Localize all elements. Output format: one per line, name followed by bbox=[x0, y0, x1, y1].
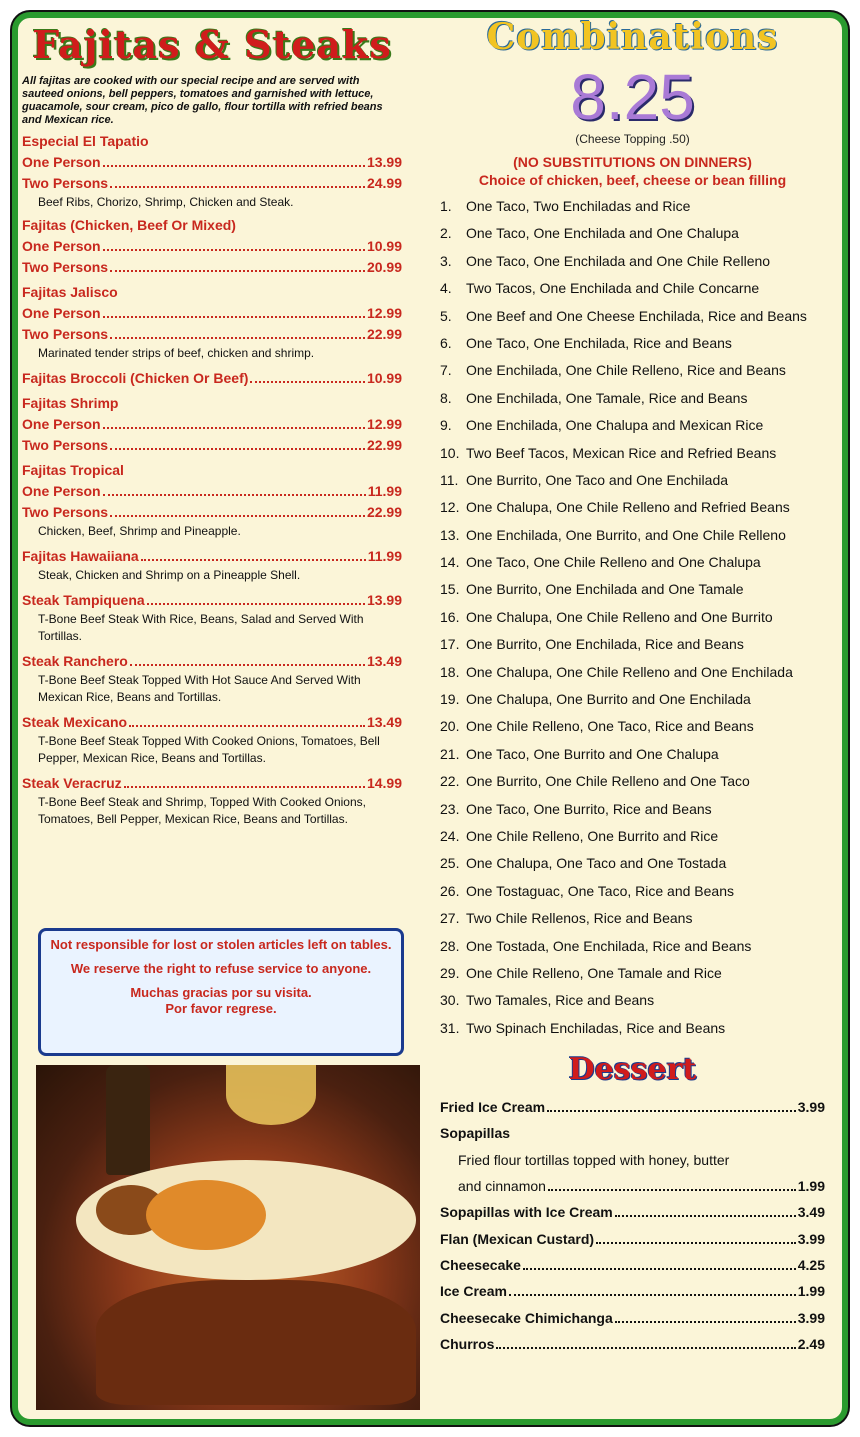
notice-line-4: Por favor regrese. bbox=[165, 1001, 277, 1016]
menu-item-row bbox=[22, 546, 402, 567]
notice-box bbox=[38, 928, 404, 1056]
combination-text: Two Tamales, Rice and Beans bbox=[466, 992, 655, 1009]
menu-item-price: 22.99 bbox=[366, 326, 402, 342]
combination-text: One Taco, One Chile Relleno and One Chalupa bbox=[466, 554, 761, 571]
notice-line-2: We reserve the right to refuse service to anyone. bbox=[70, 961, 372, 976]
combination-text: One Chalupa, One Burrito and One Enchilada bbox=[466, 691, 751, 708]
combination-number: 26. bbox=[440, 882, 460, 899]
margarita-glass-image bbox=[226, 1065, 316, 1125]
menu-item-row bbox=[22, 414, 402, 435]
menu-item-row bbox=[22, 257, 402, 278]
combination-item bbox=[440, 579, 825, 599]
combination-item bbox=[440, 771, 825, 791]
combination-text: One Chile Relleno, One Tamale and Rice bbox=[466, 964, 722, 981]
combinations-title: Combinations bbox=[486, 16, 779, 58]
combination-item bbox=[440, 278, 825, 298]
combination-text: One Enchilada, One Tamale, Rice and Beans bbox=[466, 389, 748, 406]
combination-item bbox=[440, 853, 825, 873]
menu-item-description: Marinated tender strips of beef, chicken and shrimp. bbox=[38, 346, 315, 360]
menu-item-price: 13.99 bbox=[366, 592, 402, 608]
combination-number: 7. bbox=[440, 362, 452, 379]
sopapillas-description-2: and cinnamon 1.99 bbox=[458, 1177, 825, 1194]
dessert-price: 3.99 bbox=[797, 1098, 825, 1115]
combination-number: 24. bbox=[440, 827, 460, 844]
combination-number: 20. bbox=[440, 718, 460, 735]
combination-number: 25. bbox=[440, 855, 460, 872]
combination-text: One Chile Relleno, One Burrito and Rice bbox=[466, 827, 719, 844]
menu-section-heading: Especial El Tapatio bbox=[22, 133, 149, 149]
menu-item-label: One Person bbox=[22, 483, 101, 499]
menu-item-label: Two Persons bbox=[22, 437, 109, 453]
menu-item-row bbox=[22, 236, 402, 257]
menu-section-heading: Fajitas Jalisco bbox=[22, 284, 118, 300]
menu-item-row bbox=[22, 481, 402, 502]
combination-number: 29. bbox=[440, 964, 460, 981]
combination-item bbox=[440, 634, 825, 654]
combination-text: One Tostaguac, One Taco, Rice and Beans bbox=[466, 882, 734, 899]
menu-item-price: 22.99 bbox=[366, 504, 402, 520]
menu-item-price: 13.49 bbox=[366, 653, 402, 669]
combination-number: 8. bbox=[440, 389, 452, 406]
menu-item-description: T-Bone Beef Steak and Shrimp, Topped With Cooked Onions, Tomatoes, Bell Pepper, Mexican Rice, Beans and Tortillas. bbox=[38, 795, 366, 826]
combination-item bbox=[440, 525, 825, 545]
combination-item bbox=[440, 799, 825, 819]
menu-item-row bbox=[22, 651, 402, 672]
menu-item-description: T-Bone Beef Steak With Rice, Beans, Salad and Served With Tortillas. bbox=[38, 612, 364, 643]
combination-item bbox=[440, 223, 825, 243]
menu-item-price: 12.99 bbox=[366, 305, 402, 321]
combination-text: One Taco, One Enchilada, Rice and Beans bbox=[466, 334, 732, 351]
dessert-cheesecake-chimichanga bbox=[440, 1308, 825, 1328]
notice-line-1: Not responsible for lost or stolen articles left on tables. bbox=[50, 937, 392, 952]
menu-item-label: Steak Veracruz bbox=[22, 775, 122, 791]
menu-item-price: 14.99 bbox=[366, 775, 402, 791]
combination-text: Two Spinach Enchiladas, Rice and Beans bbox=[466, 1019, 726, 1036]
combination-item bbox=[440, 333, 825, 353]
dessert-price: 1.99 bbox=[797, 1283, 825, 1300]
combination-text: One Taco, Two Enchiladas and Rice bbox=[466, 198, 691, 214]
menu-item-label: Steak Mexicano bbox=[22, 714, 128, 730]
combination-item bbox=[440, 963, 825, 983]
combination-number: 22. bbox=[440, 773, 460, 790]
dessert-price: 1.99 bbox=[797, 1177, 825, 1194]
combination-item bbox=[440, 662, 825, 682]
dessert-flan bbox=[440, 1229, 825, 1249]
menu-item-price: 12.99 bbox=[366, 416, 402, 432]
menu-item-label: Two Persons bbox=[22, 504, 109, 520]
fajitas-steaks-title: Fajitas & Steaks bbox=[32, 22, 392, 67]
menu-item-label: Two Persons bbox=[22, 326, 109, 342]
dessert-sopapillas bbox=[440, 1123, 825, 1143]
dessert-price: 3.99 bbox=[797, 1309, 825, 1326]
menu-section-heading: Fajitas Shrimp bbox=[22, 395, 119, 411]
combination-number: 19. bbox=[440, 691, 460, 708]
menu-item-label: Steak Tampiquena bbox=[22, 592, 145, 608]
menu-item-label: One Person bbox=[22, 154, 101, 170]
combination-text: Two Tacos, One Enchilada and Chile Concarne bbox=[466, 280, 760, 297]
menu-item-label: Fajitas Hawaiiana bbox=[22, 548, 139, 564]
dessert-label: Cheesecake Chimichanga bbox=[440, 1309, 613, 1326]
combination-number: 13. bbox=[440, 526, 460, 543]
dessert-price: 4.25 bbox=[797, 1257, 825, 1274]
food-photo bbox=[36, 1065, 420, 1410]
combination-item bbox=[440, 497, 825, 517]
combination-item bbox=[440, 744, 825, 764]
combination-text: One Chile Relleno, One Taco, Rice and Beans bbox=[466, 718, 754, 735]
combination-item bbox=[440, 908, 825, 928]
combination-number: 18. bbox=[440, 663, 460, 680]
fajita-skillet-image bbox=[96, 1280, 416, 1405]
menu-item-label: One Person bbox=[22, 238, 101, 254]
dessert-price: 3.99 bbox=[797, 1230, 825, 1247]
menu-item-price: 22.99 bbox=[366, 437, 402, 453]
combination-text: One Burrito, One Enchilada and One Tamale bbox=[466, 581, 744, 598]
combination-text: One Burrito, One Enchilada, Rice and Beans bbox=[466, 636, 744, 653]
menu-item-description: T-Bone Beef Steak Topped With Hot Sauce And Served With Mexican Rice, Beans and Tortillas. bbox=[38, 673, 361, 704]
combination-number: 9. bbox=[440, 417, 452, 434]
combinations-column bbox=[440, 16, 825, 1361]
combination-text: One Enchilada, One Chile Relleno, Rice and Beans bbox=[466, 362, 786, 379]
combination-text: One Enchilada, One Chalupa and Mexican Rice bbox=[466, 417, 764, 434]
dessert-label: Flan (Mexican Custard) bbox=[440, 1230, 595, 1247]
combination-text: One Enchilada, One Burrito, and One Chile Relleno bbox=[466, 526, 786, 543]
fajitas-steaks-column bbox=[22, 22, 402, 828]
dessert-label: Fried Ice Cream bbox=[440, 1098, 546, 1115]
dessert-title: Dessert bbox=[568, 1051, 697, 1087]
combination-number: 4. bbox=[440, 280, 452, 297]
fajitas-intro: All fajitas are cooked with our special recipe and are served with sauteed onions, bell peppers, tomatoes and garnished with lettuce, guacamole, sour cream, pico de gallo, flour tortilla with refried beans and Mexican rice. bbox=[22, 75, 383, 126]
menu-section-heading: Fajitas (Chicken, Beef Or Mixed) bbox=[22, 217, 236, 233]
menu-item-row bbox=[22, 324, 402, 345]
menu-item-description: Chicken, Beef, Shrimp and Pineapple. bbox=[38, 524, 241, 538]
combination-number: 17. bbox=[440, 636, 460, 653]
dessert-label: Sopapillas bbox=[440, 1125, 511, 1142]
combination-number: 14. bbox=[440, 554, 460, 571]
combination-text: One Burrito, One Chile Relleno and One Taco bbox=[466, 773, 750, 790]
menu-item-row bbox=[22, 173, 402, 194]
combination-number: 6. bbox=[440, 334, 452, 351]
combination-text: One Chalupa, One Taco and One Tostada bbox=[466, 855, 727, 872]
dessert-sopapillas-ice-cream bbox=[440, 1202, 825, 1222]
combination-number: 23. bbox=[440, 800, 460, 817]
combination-item bbox=[440, 360, 825, 380]
dessert-label: Churros bbox=[440, 1336, 495, 1353]
fajitas-sections bbox=[22, 131, 402, 828]
menu-item-price: 10.99 bbox=[366, 238, 402, 254]
dessert-label: Ice Cream bbox=[440, 1283, 507, 1300]
combination-number: 11. bbox=[440, 471, 459, 488]
combination-text: One Chalupa, One Chile Relleno and Refried Beans bbox=[466, 499, 790, 516]
dessert-label: Cheesecake bbox=[440, 1257, 521, 1274]
cheese-topping-note: (Cheese Topping .50) bbox=[575, 132, 690, 146]
combination-item bbox=[440, 607, 825, 627]
dessert-price: 2.49 bbox=[797, 1336, 825, 1353]
menu-item-label: Steak Ranchero bbox=[22, 653, 128, 669]
menu-item-row bbox=[22, 712, 402, 733]
menu-item-label: Two Persons bbox=[22, 175, 109, 191]
combination-number: 1. bbox=[440, 198, 452, 214]
dessert-cheesecake bbox=[440, 1255, 825, 1275]
combination-number: 10. bbox=[440, 444, 460, 461]
dessert-fried-ice-cream bbox=[440, 1097, 825, 1117]
menu-item-price: 10.99 bbox=[366, 370, 402, 386]
combination-text: One Beef and One Cheese Enchilada, Rice and Beans bbox=[466, 307, 807, 324]
combination-number: 15. bbox=[440, 581, 460, 598]
combination-item bbox=[440, 990, 825, 1010]
menu-item-row bbox=[22, 152, 402, 173]
combination-number: 28. bbox=[440, 937, 460, 954]
combination-item bbox=[440, 415, 825, 435]
combination-number: 16. bbox=[440, 608, 460, 625]
combination-text: One Chalupa, One Chile Relleno and One Enchilada bbox=[466, 663, 793, 680]
dessert-price: 3.49 bbox=[797, 1204, 825, 1221]
combination-item bbox=[440, 443, 825, 463]
no-substitutions-note: (NO SUBSTITUTIONS ON DINNERS) bbox=[513, 154, 752, 170]
combinations-price: 8.25 bbox=[570, 61, 695, 133]
menu-item-price: 11.99 bbox=[367, 548, 402, 564]
combination-item bbox=[440, 306, 825, 326]
menu-item-label: One Person bbox=[22, 416, 101, 432]
menu-item-row bbox=[22, 502, 402, 523]
menu-item-price: 20.99 bbox=[366, 259, 402, 275]
combination-item bbox=[440, 936, 825, 956]
combination-item bbox=[440, 470, 825, 490]
combination-text: Two Beef Tacos, Mexican Rice and Refried Beans bbox=[466, 444, 777, 461]
menu-item-description: T-Bone Beef Steak Topped With Cooked Onions, Tomatoes, Bell Pepper, Mexican Rice, Beans and Tortillas. bbox=[38, 734, 380, 765]
combination-number: 5. bbox=[440, 307, 452, 324]
menu-item-price: 13.99 bbox=[366, 154, 402, 170]
combination-text: One Tostada, One Enchilada, Rice and Beans bbox=[466, 937, 752, 954]
dessert-churros bbox=[440, 1334, 825, 1354]
filling-choice-note: Choice of chicken, beef, cheese or bean filling bbox=[478, 172, 787, 188]
combination-item bbox=[440, 716, 825, 736]
menu-item-row bbox=[22, 773, 402, 794]
combination-number: 12. bbox=[440, 499, 460, 516]
combination-number: 21. bbox=[440, 745, 460, 762]
combination-text: One Chalupa, One Chile Relleno and One Burrito bbox=[466, 608, 773, 625]
combination-number: 2. bbox=[440, 225, 452, 242]
beer-bottle-image bbox=[106, 1065, 150, 1175]
combination-number: 3. bbox=[440, 252, 452, 269]
combination-number: 31. bbox=[440, 1019, 460, 1036]
combination-number: 27. bbox=[440, 910, 460, 927]
menu-section-heading: Fajitas Tropical bbox=[22, 462, 124, 478]
combination-item bbox=[440, 196, 825, 216]
menu-item-description: Steak, Chicken and Shrimp on a Pineapple Shell. bbox=[38, 568, 301, 582]
dessert-ice-cream bbox=[440, 1281, 825, 1301]
combination-item bbox=[440, 388, 825, 408]
combination-text: One Taco, One Burrito, Rice and Beans bbox=[466, 800, 712, 817]
menu-item-label: Two Persons bbox=[22, 259, 109, 275]
combination-item bbox=[440, 251, 825, 271]
menu-item-price: 24.99 bbox=[366, 175, 402, 191]
menu-item-row bbox=[22, 590, 402, 611]
menu-item-price: 13.49 bbox=[366, 714, 402, 730]
rice-image bbox=[146, 1180, 266, 1250]
combination-text: One Taco, One Enchilada and One Chile Relleno bbox=[466, 252, 771, 269]
combination-number: 30. bbox=[440, 992, 460, 1009]
menu-item-description: Beef Ribs, Chorizo, Shrimp, Chicken and Steak. bbox=[38, 195, 294, 209]
menu-item-price: 11.99 bbox=[367, 483, 402, 499]
combination-text: Two Chile Rellenos, Rice and Beans bbox=[466, 910, 693, 927]
menu-item-label: One Person bbox=[22, 305, 101, 321]
notice-line-3: Muchas gracias por su visita. bbox=[130, 985, 312, 1000]
combination-item bbox=[440, 881, 825, 901]
combination-item bbox=[440, 1018, 825, 1038]
combination-text: One Taco, One Burrito and One Chalupa bbox=[466, 745, 719, 762]
combination-text: One Burrito, One Taco and One Enchilada bbox=[466, 471, 729, 488]
dessert-label: Sopapillas with Ice Cream bbox=[440, 1204, 613, 1221]
combination-item bbox=[440, 826, 825, 846]
menu-item-row bbox=[22, 435, 402, 456]
combination-item bbox=[440, 689, 825, 709]
menu-item-row bbox=[22, 368, 402, 389]
sopapillas-description: Fried flour tortillas topped with honey, butter bbox=[458, 1151, 730, 1168]
menu-item-row bbox=[22, 303, 402, 324]
menu-item-label: Fajitas Broccoli (Chicken Or Beef) bbox=[22, 370, 249, 386]
combination-item bbox=[440, 552, 825, 572]
combination-list bbox=[440, 196, 825, 1038]
combination-text: One Taco, One Enchilada and One Chalupa bbox=[466, 225, 739, 242]
